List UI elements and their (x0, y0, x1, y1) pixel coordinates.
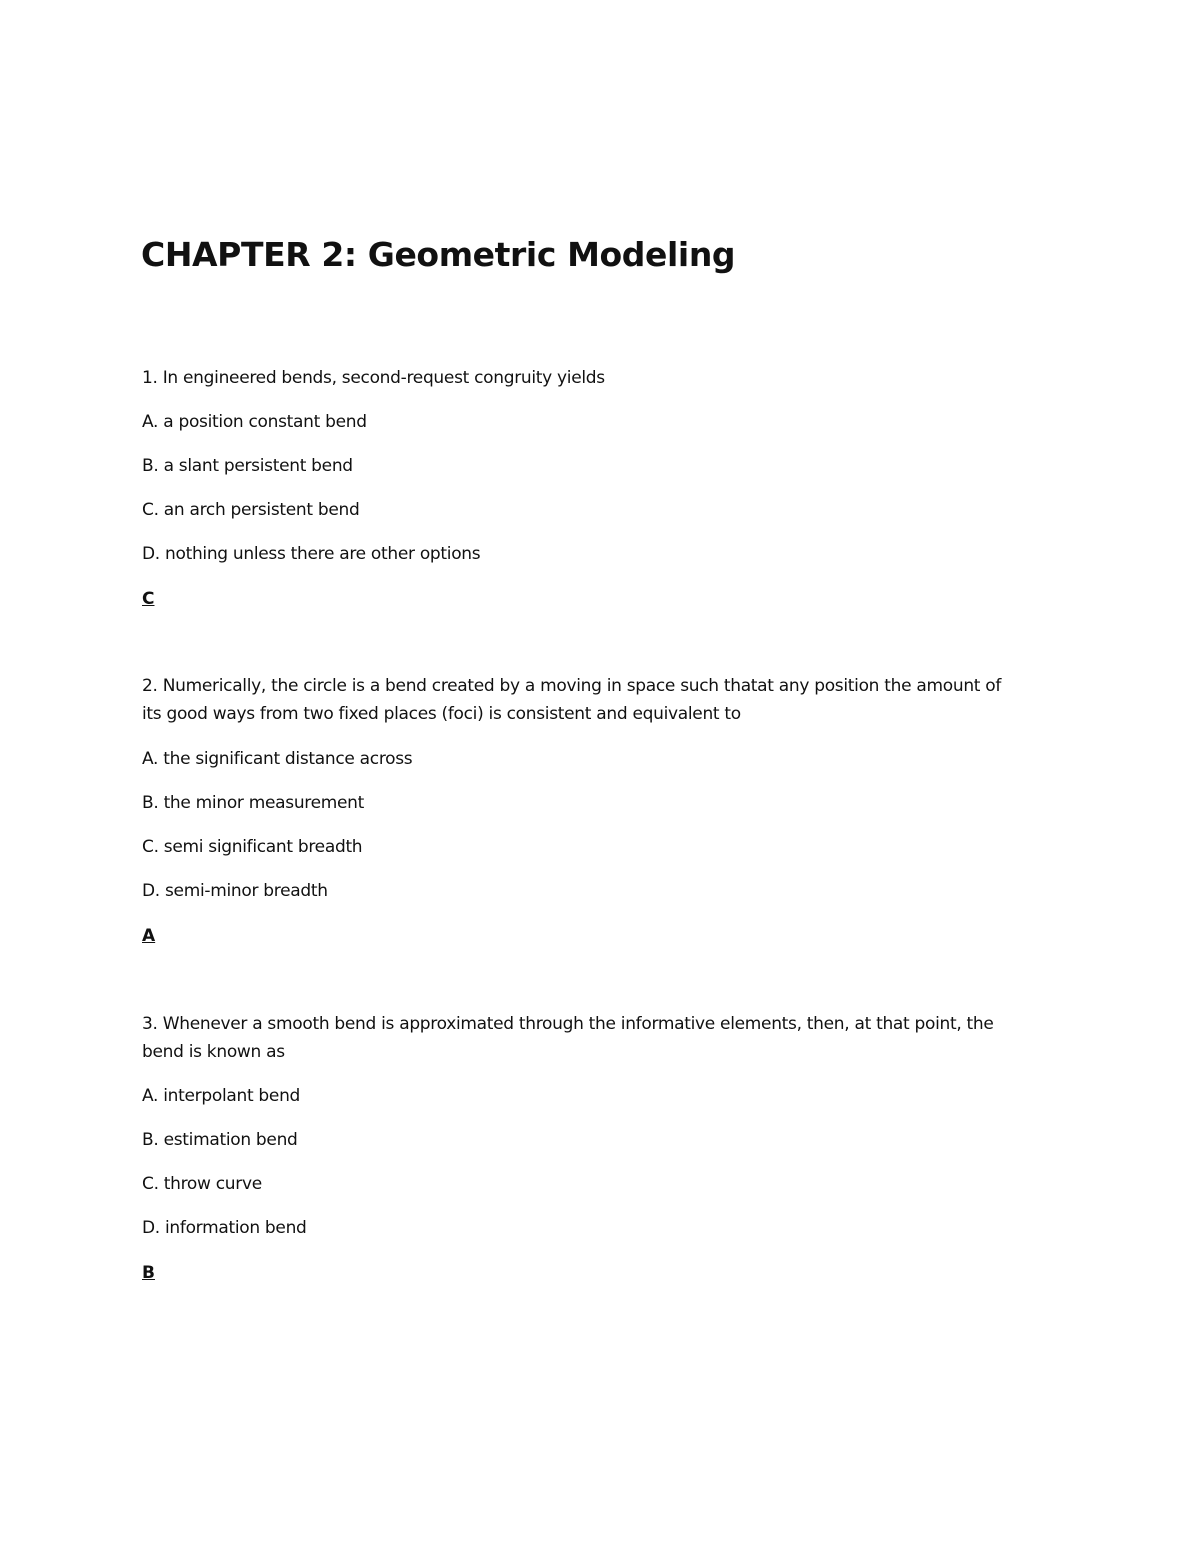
question-stem-line-1: 3. Whenever a smooth bend is approximated through the informative elements, then, at that point, the (142, 1014, 994, 1034)
question-2-option-b (142, 789, 1062, 817)
option-d: D. semi-minor breadth (142, 881, 328, 901)
question-3-option-d (142, 1214, 1062, 1242)
option-a: A. a position constant bend (142, 412, 367, 432)
option-c: C. an arch persistent bend (142, 500, 360, 520)
question-3-answer (142, 1259, 1062, 1287)
question-1-option-d (142, 540, 1062, 568)
question-3-option-c (142, 1170, 1062, 1198)
question-1 (142, 364, 1062, 392)
question-1-answer (142, 585, 1062, 613)
option-b: B. the minor measurement (142, 793, 365, 813)
option-a: A. interpolant bend (142, 1086, 301, 1106)
question-1-option-c (142, 496, 1062, 524)
question-stem-line-2: bend is known as (142, 1042, 285, 1062)
option-a: A. the significant distance across (142, 749, 413, 769)
answer-key: C (142, 589, 155, 609)
question-3-option-b (142, 1126, 1062, 1154)
question-stem-line-1: 2. Numerically, the circle is a bend created by a moving in space such thatat any position the amount of (142, 676, 1002, 696)
question-stem: 1. In engineered bends, second-request congruity yields (142, 368, 605, 388)
question-3 (142, 1010, 1062, 1066)
answer-key: B (142, 1263, 155, 1283)
chapter-title: CHAPTER 2: Geometric Modeling (141, 235, 736, 274)
question-2-option-d (142, 877, 1062, 905)
question-stem-line-2: its good ways from two fixed places (foci) is consistent and equivalent to (142, 704, 741, 724)
answer-key: A (142, 926, 156, 946)
option-b: B. estimation bend (142, 1130, 298, 1150)
question-1-option-b (142, 452, 1062, 480)
question-2-answer (142, 922, 1062, 950)
option-d: D. information bend (142, 1218, 307, 1238)
question-2-option-c (142, 833, 1062, 861)
option-d: D. nothing unless there are other options (142, 544, 481, 564)
question-2 (142, 672, 1062, 728)
question-1-option-a (142, 408, 1062, 436)
option-b: B. a slant persistent bend (142, 456, 353, 476)
question-3-option-a (142, 1082, 1062, 1110)
option-c: C. throw curve (142, 1174, 262, 1194)
question-2-option-a (142, 745, 1062, 773)
option-c: C. semi significant breadth (142, 837, 363, 857)
